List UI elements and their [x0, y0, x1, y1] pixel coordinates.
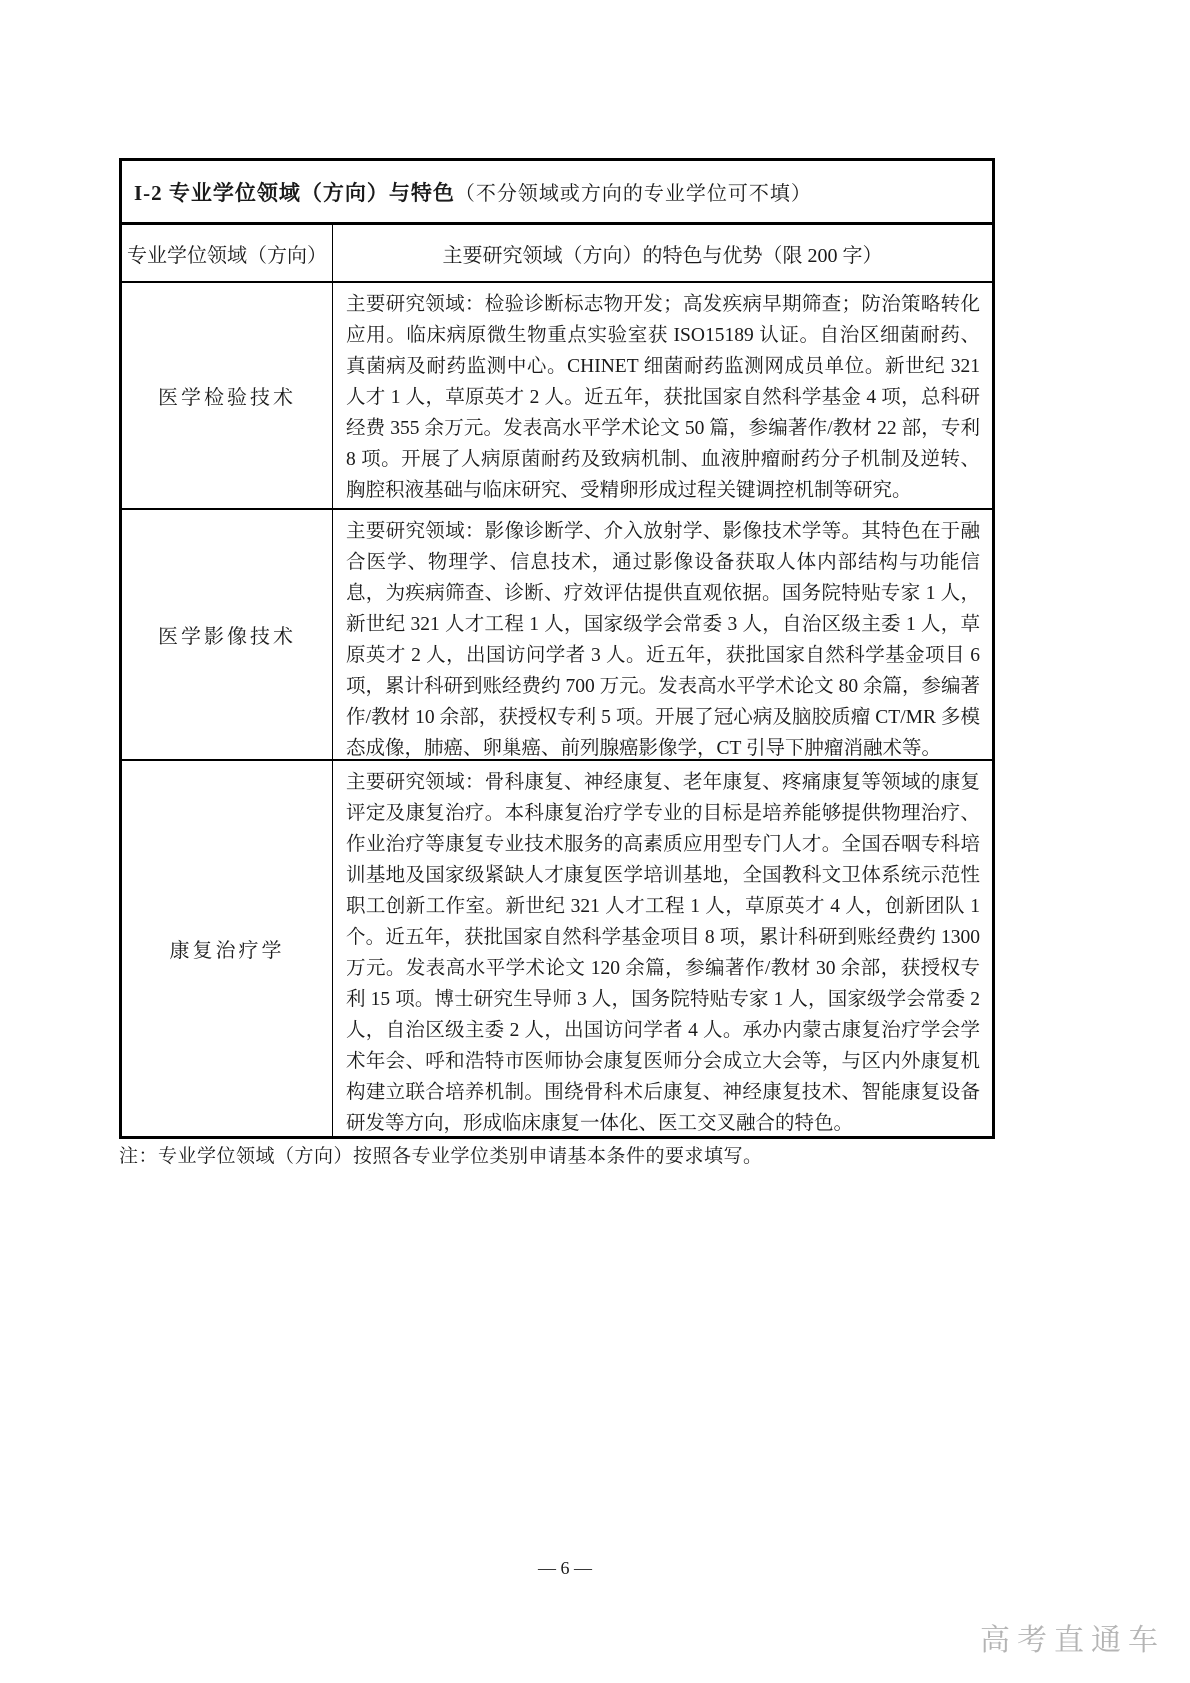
section-title: I-2 专业学位领域（方向）与特色: [134, 180, 455, 205]
section-title-note: （不分领域或方向的专业学位可不填）: [454, 183, 812, 205]
column-header-description: 主要研究领域（方向）的特色与优势（限 200 字）: [442, 244, 883, 267]
table-footnote: 注：专业学位领域（方向）按照各专业学位类别申请基本条件的要求填写。: [119, 1146, 763, 1167]
field-description-med-lab: 主要研究领域：检验诊断标志物开发；高发疾病早期筛查；防治策略转化应用。临床病原微生物重点实验室获 ISO15189 认证。自治区细菌耐药、真菌病及耐药监测中心。CHINET 细菌耐药监测网成员单位。新世纪 321 人才 1 人，草原英才 2 人。近五年，获批国家自然科学基金 4 项，总科研经费 355 余万元。发表高水平学术论文 50 篇，参编著作/教材 22 部，专利 8 项。开展了人病原菌耐药及致病机制、血液肿瘤耐药分子机制及逆转、胸腔积液基础与临床研究、受精卵形成过程关键调控机制等研究。: [346, 294, 980, 501]
watermark: 高考直通车: [980, 1624, 1165, 1657]
field-description-rehab: 主要研究领域：骨科康复、神经康复、老年康复、疼痛康复等领域的康复评定及康复治疗。本科康复治疗学专业的目标是培养能够提供物理治疗、作业治疗等康复专业技术服务的高素质应用型专门人才。全国吞咽专科培训基地及国家级紧缺人才康复医学培训基地，全国教科文卫体系统示范性职工创新工作室。新世纪 321 人才工程 1 人，草原英才 4 人，创新团队 1 个。近五年，获批国家自然科学基金项目 8 项，累计科研到账经费约 1300 万元。发表高水平学术论文 120 余篇，参编著作/教材 30 余部，获授权专利 15 项。博士研究生导师 3 人，国务院特贴专家 1 人，国家级学会常委 2 人，自治区级主委 2 人，出国访问学者 4 人。承办内蒙古康复治疗学会学术年会、呼和浩特市医师协会康复医师分会成立大会等，与区内外康复机构建立联合培养机制。围绕骨科术后康复、神经康复技术、智能康复设备研发等方向，形成临床康复一体化、医工交叉融合的特色。: [346, 772, 980, 1134]
form-table: [119, 158, 995, 1139]
table-row: [122, 761, 992, 1136]
page-number: — 6 —: [538, 1558, 592, 1578]
column-header-field: 专业学位领域（方向）: [122, 225, 333, 281]
column-header-row: [122, 225, 992, 283]
field-description-med-imaging: 主要研究领域：影像诊断学、介入放射学、影像技术学等。其特色在于融合医学、物理学、信息技术，通过影像设备获取人体内部结构与功能信息，为疾病筛查、诊断、疗效评估提供直观依据。国务院特贴专家 1 人，新世纪 321 人才工程 1 人，国家级学会常委 3 人，自治区级主委 1 人，草原英才 2 人，出国访问学者 3 人。近五年，获批国家自然科学基金项目 6 项，累计科研到账经费约 700 万元。发表高水平学术论文 80 余篇，参编著作/教材 10 余部，获授权专利 5 项。开展了冠心病及脑胶质瘤 CT/MR 多模态成像，肺癌、卵巢癌、前列腺癌影像学，CT 引导下肿瘤消融术等。: [346, 521, 980, 759]
field-name-rehab: 康复治疗学: [122, 761, 333, 1136]
field-name-med-lab: 医学检验技术: [122, 283, 333, 508]
field-name-med-imaging: 医学影像技术: [122, 510, 333, 759]
table-row: [122, 510, 992, 761]
table-title-row: [122, 161, 992, 225]
table-row: [122, 283, 992, 510]
